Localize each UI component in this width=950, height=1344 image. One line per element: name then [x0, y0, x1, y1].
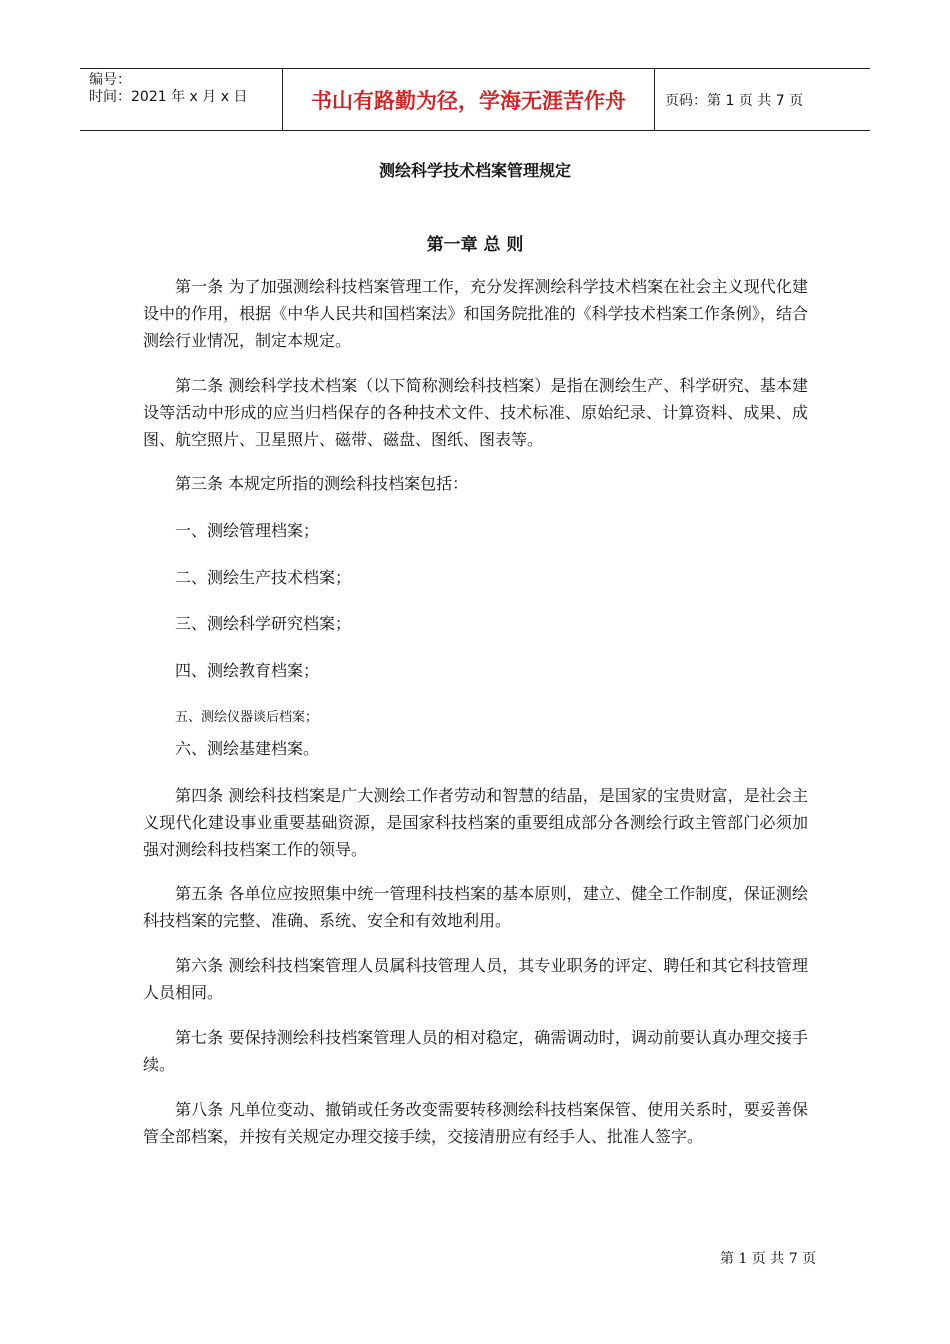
article-6: 第六条 测绘科技档案管理人员属科技管理人员，其专业职务的评定、聘任和其它科技管理人员相同。 — [143, 956, 808, 1002]
footer-page-number: 第 1 页 共 7 页 — [720, 1251, 817, 1267]
list-item-5: 五、测绘仪器谈后档案； — [175, 710, 319, 725]
header-motto: 书山有路勤为径，学海无涯苦作舟 — [282, 69, 655, 130]
list-item-6: 六、测绘基建档案。 — [175, 739, 320, 758]
list-item-3: 三、测绘科学研究档案； — [175, 614, 352, 633]
document-header — [80, 68, 870, 131]
article-1: 第一条 为了加强测绘科技档案管理工作，充分发挥测绘科学技术档案在社会主义现代化建设中的作用，根据《中华人民共和国档案法》和国务院批准的《科学技术档案工作条例》，结合测绘行业情况，制定本规定。 — [143, 277, 808, 350]
header-number-label: 编号： — [89, 72, 131, 88]
header-time-label: 时间：2021 年 x 月 x 日 — [89, 89, 248, 105]
list-item-1: 一、测绘管理档案； — [175, 521, 320, 540]
list-item-4: 四、测绘教育档案； — [175, 661, 320, 680]
article-8: 第八条 凡单位变动、撤销或任务改变需要转移测绘科技档案保管、使用关系时，要妥善保管全部档案，并按有关规定办理交接手续，交接清册应有经手人、批准人签字。 — [143, 1100, 808, 1146]
document-title: 测绘科学技术档案管理规定 — [378, 161, 571, 180]
header-page-label: 页码：第 1 页 共 7 页 — [665, 92, 804, 109]
article-4: 第四条 测绘科技档案是广大测绘工作者劳动和智慧的结晶，是国家的宝贵财富，是社会主义现代化建设事业重要基础资源，是国家科技档案的重要组成部分各测绘行政主管部门必须加强对测绘科技档案工作的领导。 — [143, 786, 808, 859]
article-3: 第三条 本规定所指的测绘科技档案包括： — [175, 474, 469, 493]
chapter-heading: 第一章 总 则 — [426, 235, 524, 255]
article-7: 第七条 要保持测绘科技档案管理人员的相对稳定，确需调动时，调动前要认真办理交接手续。 — [143, 1028, 808, 1074]
list-item-2: 二、测绘生产技术档案； — [175, 568, 352, 587]
article-5: 第五条 各单位应按照集中统一管理科技档案的基本原则，建立、健全工作制度，保证测绘科技档案的完整、准确、系统、安全和有效地利用。 — [143, 884, 808, 930]
article-2: 第二条 测绘科学技术档案（以下简称测绘科技档案）是指在测绘生产、科学研究、基本建设等活动中形成的应当归档保存的各种技术文件、技术标准、原始纪录、计算资料、成果、成图、航空照片、卫星照片、磁带、磁盘、图纸、图表等。 — [143, 376, 808, 449]
header-meta — [80, 69, 282, 130]
